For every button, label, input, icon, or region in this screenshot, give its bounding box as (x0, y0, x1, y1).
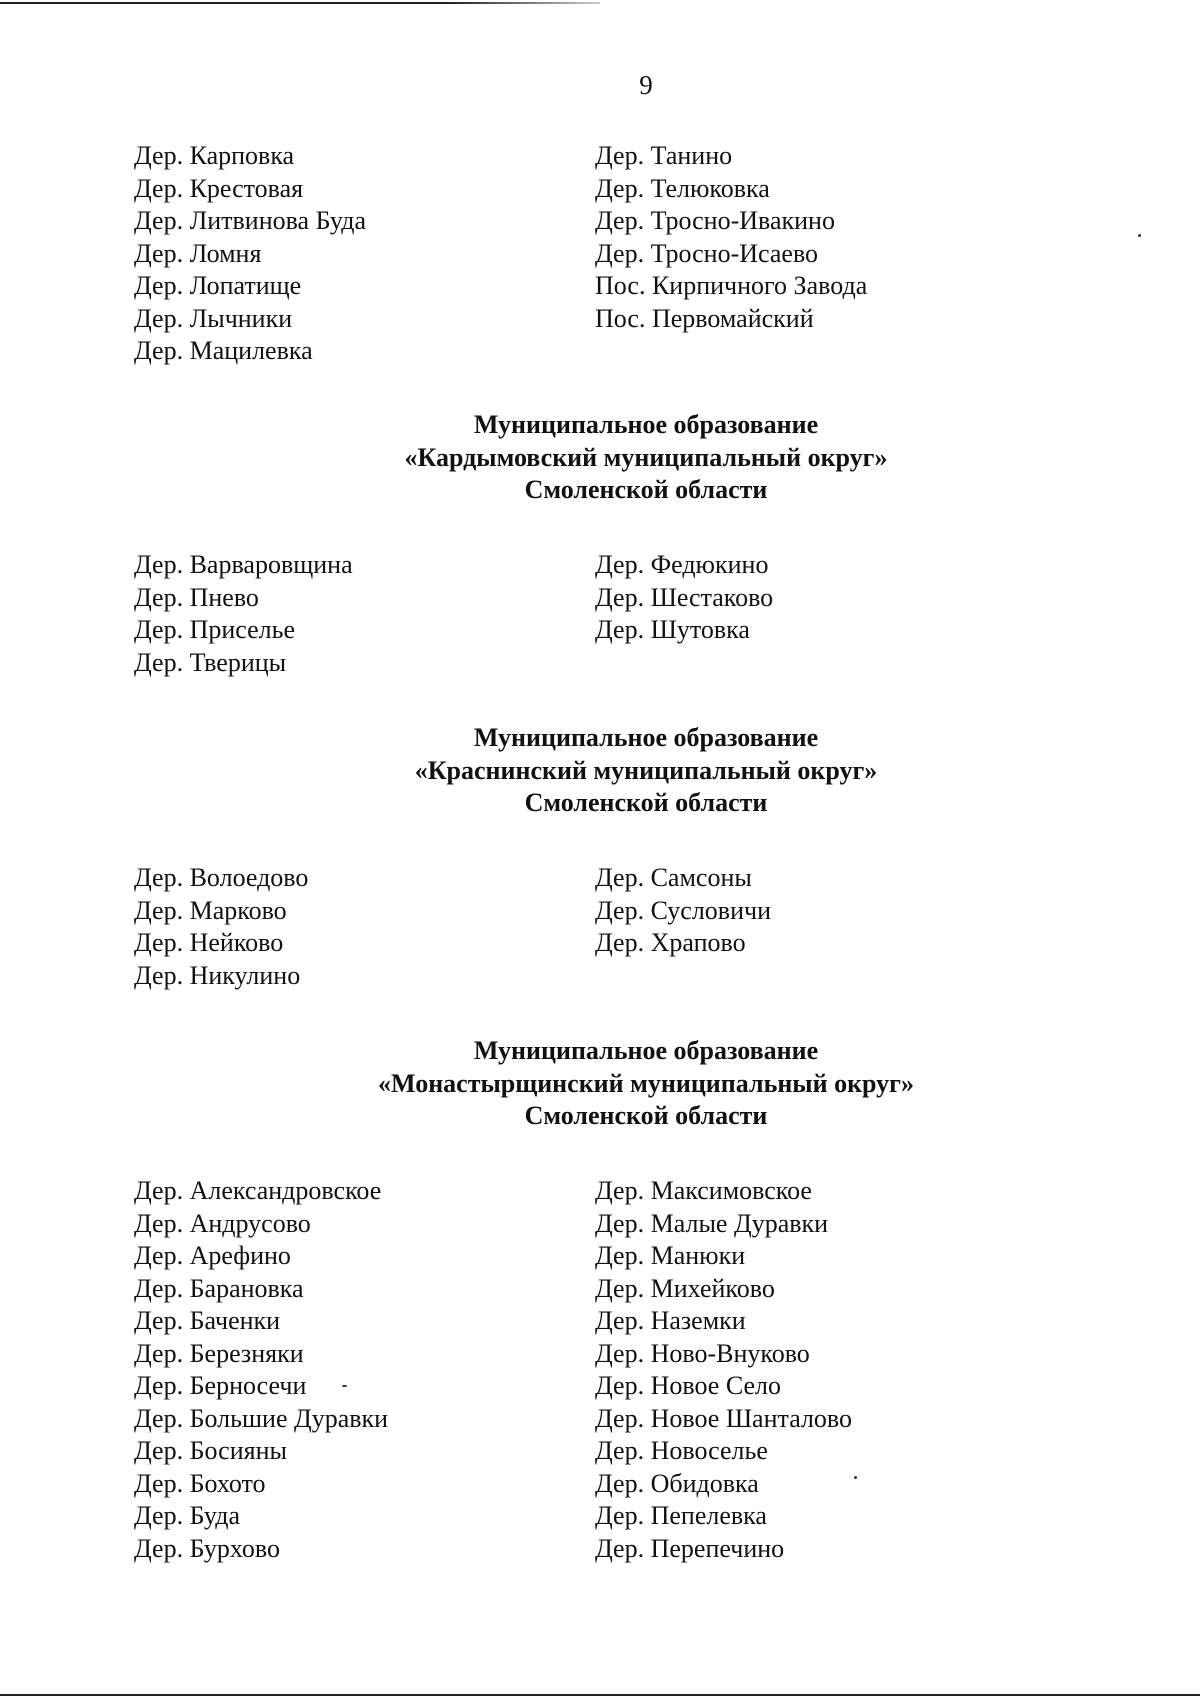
settlement-item: Дер. Танино (595, 141, 733, 170)
settlement-item: Дер. Манюки (595, 1241, 746, 1270)
heading-line: Смоленской области (524, 475, 768, 504)
settlement-item: Дер. Самсоны (595, 863, 752, 892)
section-heading-krasninsky (0, 722, 1200, 820)
heading-line: «Монастырщинский муниципальный округ» (378, 1068, 914, 1098)
settlement-item: Дер. Пнево (134, 582, 259, 612)
settlement-item: Дер. Приселье (134, 615, 296, 644)
scan-edge-bottom (0, 1694, 1200, 1696)
settlement-item: Дер. Новое Село (595, 1371, 781, 1400)
settlement-item: Дер. Босияны (134, 1436, 287, 1465)
heading-line: Муниципальное образование (473, 723, 819, 752)
settlement-item: Дер. Обидовка (595, 1468, 759, 1498)
settlement-item: Дер. Малые Дуравки (595, 1208, 829, 1238)
settlement-list-right (595, 862, 771, 960)
settlement-list-left (134, 140, 366, 368)
settlement-item: Дер. Варваровщина (134, 550, 353, 579)
settlement-item: Дер. Сусловичи (595, 895, 771, 925)
settlement-item: Дер. Литвинова Буда (134, 206, 366, 235)
settlement-item: Дер. Тверицы (134, 647, 287, 677)
scan-edge-top (0, 2, 600, 4)
settlement-item: Дер. Нейково (134, 928, 284, 957)
heading-line: «Краснинский муниципальный округ» (414, 755, 878, 785)
settlement-item: Дер. Марково (134, 895, 287, 925)
settlement-item: Дер. Буда (134, 1501, 241, 1530)
settlement-item: Дер. Тросно-Исаево (595, 238, 819, 268)
heading-line: Муниципальное образование (473, 1036, 819, 1065)
settlement-item: Дер. Ново-Внуково (595, 1338, 810, 1368)
settlement-list-left (134, 862, 308, 992)
settlement-item: Дер. Барановка (134, 1273, 304, 1303)
settlement-list-right (595, 1175, 852, 1565)
settlement-item: Дер. Карповка (134, 141, 295, 170)
settlement-item: Дер. Баченки (134, 1306, 281, 1335)
settlement-item: Дер. Берносечи (134, 1371, 307, 1400)
scan-speck (342, 1385, 347, 1387)
settlement-item: Дер. Храпово (595, 928, 746, 957)
settlement-item: Дер. Крестовая (134, 173, 304, 203)
settlement-item: Дер. Волоедово (134, 863, 309, 892)
settlement-item: Дер. Большие Дуравки (134, 1403, 389, 1433)
settlement-item: Дер. Перепечино (595, 1533, 785, 1563)
settlement-item: Дер. Бохото (134, 1468, 266, 1498)
settlement-item: Дер. Тросно-Ивакино (595, 206, 835, 235)
settlement-list-left (134, 549, 353, 679)
settlement-item: Дер. Мацилевка (134, 336, 313, 365)
settlement-item: Дер. Андрусово (134, 1208, 311, 1238)
settlement-item: Дер. Новоселье (595, 1436, 768, 1465)
settlement-item: Дер. Телюковка (595, 173, 770, 203)
settlement-item: Дер. Лычники (134, 303, 293, 333)
settlement-item: Дер. Ломня (134, 238, 262, 268)
heading-line: Смоленской области (524, 1101, 768, 1130)
settlement-item: Дер. Наземки (595, 1306, 746, 1335)
settlement-item: Дер. Федюкино (595, 550, 769, 579)
settlement-item: Дер. Михейково (595, 1273, 775, 1303)
settlement-item: Дер. Пепелевка (595, 1501, 767, 1530)
heading-line: Муниципальное образование (473, 410, 819, 439)
settlement-list-right (595, 140, 867, 335)
settlement-item: Дер. Арефино (134, 1241, 291, 1270)
settlement-item: Дер. Шутовка (595, 615, 750, 644)
settlement-item: Дер. Максимовское (595, 1176, 812, 1205)
settlement-item: Дер. Лопатище (134, 271, 302, 300)
heading-line: «Кардымовский муниципальный округ» (404, 442, 888, 472)
settlement-item: Пос. Первомайский (595, 303, 814, 333)
settlement-list-right (595, 549, 773, 647)
settlement-item: Пос. Кирпичного Завода (595, 271, 868, 300)
settlement-item: Дер. Бурхово (134, 1533, 280, 1563)
scan-speck (854, 1476, 857, 1479)
section-heading-kardymovsky (0, 409, 1200, 507)
settlement-item: Дер. Александровское (134, 1176, 382, 1205)
heading-line: Смоленской области (524, 788, 768, 817)
scan-speck (1138, 234, 1141, 237)
settlement-item: Дер. Новое Шанталово (595, 1403, 853, 1433)
section-heading-monastyrshchinsky (0, 1035, 1200, 1133)
settlement-item: Дер. Никулино (134, 960, 301, 990)
settlement-item: Дер. Березняки (134, 1338, 304, 1368)
page-number: 9 (639, 70, 653, 100)
settlement-list-left (134, 1175, 388, 1565)
settlement-item: Дер. Шестаково (595, 582, 774, 612)
